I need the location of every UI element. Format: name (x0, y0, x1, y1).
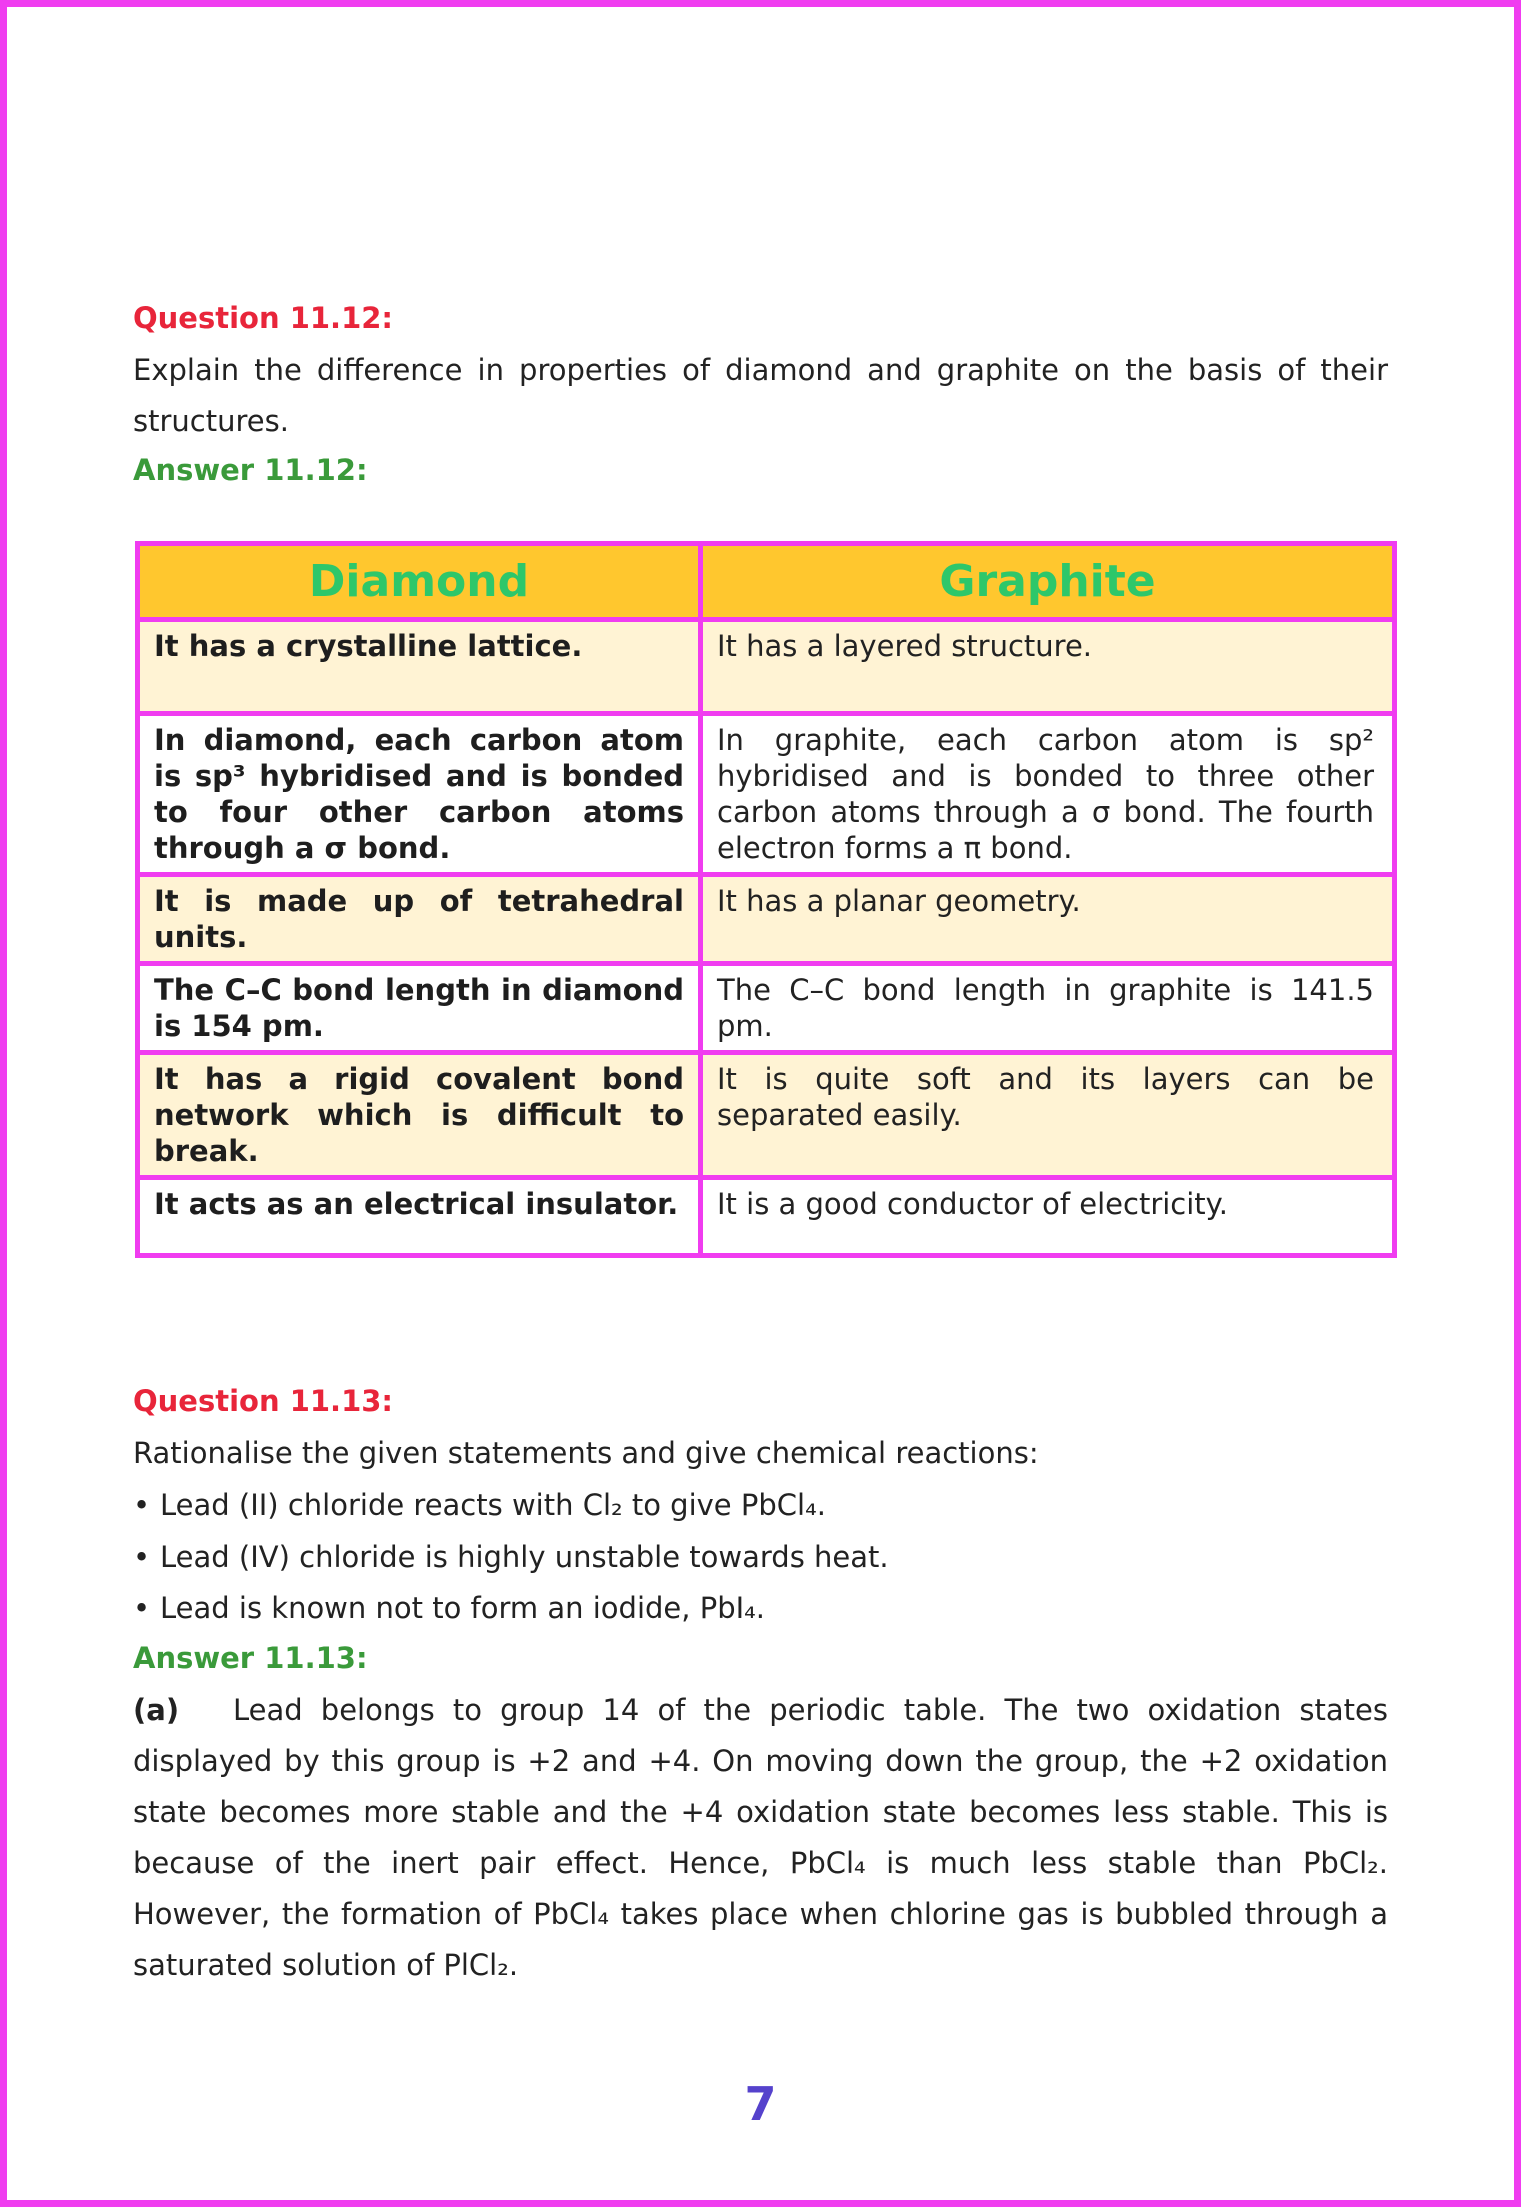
table-row (138, 964, 1395, 1053)
answer-11-13-text (133, 1685, 1388, 1991)
question-11-12-text: Explain the difference in properties of diamond and graphite on the basis of their structures. (133, 353, 1388, 438)
answer-11-13-title: Answer 11.13: (133, 1641, 368, 1675)
question-11-13-text: Rationalise the given statements and give chemical reactions: (133, 1436, 1039, 1470)
page-number: 7 (744, 2077, 777, 2131)
answer-part-label: (a) (133, 1693, 180, 1727)
diamond-cell: In diamond, each carbon atom is sp³ hybridised and is bonded to four other carbon atoms through a σ bond. (138, 714, 701, 875)
graphite-cell: It has a layered structure. (701, 620, 1395, 714)
graphite-cell: It has a planar geometry. (701, 875, 1395, 964)
table-row (138, 620, 1395, 714)
list-item (133, 1540, 1388, 1574)
diamond-cell: The C–C bond length in diamond is 154 pm. (138, 964, 701, 1053)
graphite-cell: The C–C bond length in graphite is 141.5 pm. (701, 964, 1395, 1053)
graphite-cell: It is quite soft and its layers can be separated easily. (701, 1053, 1395, 1178)
answer-11-12-title: Answer 11.12: (133, 453, 368, 487)
graphite-cell: It is a good conductor of electricity. (701, 1178, 1395, 1256)
table-row (138, 875, 1395, 964)
list-item (133, 1591, 1388, 1625)
diamond-cell: It has a crystalline lattice. (138, 620, 701, 714)
table-row (138, 1053, 1395, 1178)
header-diamond: Diamond (138, 544, 701, 620)
diamond-cell: It is made up of tetrahedral units. (138, 875, 701, 964)
table-row (138, 1178, 1395, 1256)
diamond-cell: It has a rigid covalent bond network which is difficult to break. (138, 1053, 701, 1178)
diamond-graphite-table (135, 541, 1397, 1258)
answer-part-text: Lead belongs to group 14 of the periodic table. The two oxidation states displayed by this group is +2 and +4. On moving down the group, the +2 oxidation state becomes more stable and the +4 oxidation state becomes less stable. This is because of the inert pair effect. Hence, PbCl₄ is much less stable than PbCl₂. However, the formation of PbCl₄ takes place when chlorine gas is bubbled through a saturated solution of PlCl₂. (133, 1693, 1388, 1982)
bullet-icon: • (133, 1591, 151, 1625)
bullet-icon: • (133, 1540, 151, 1574)
bullet-text: Lead (IV) chloride is highly unstable towards heat. (160, 1540, 889, 1574)
diamond-cell: It acts as an electrical insulator. (138, 1178, 701, 1256)
question-11-12-title: Question 11.12: (133, 301, 394, 335)
list-item (133, 1488, 1388, 1522)
bullet-text: Lead is known not to form an iodide, PbI₄. (160, 1591, 765, 1625)
question-11-13-title: Question 11.13: (133, 1384, 394, 1418)
graphite-cell: In graphite, each carbon atom is sp² hybridised and is bonded to three other carbon atoms through a σ bond. The fourth electron forms a π bond. (701, 714, 1395, 875)
bullet-icon: • (133, 1488, 151, 1522)
header-graphite: Graphite (701, 544, 1395, 620)
bullet-text: Lead (II) chloride reacts with Cl₂ to give PbCl₄. (160, 1488, 826, 1522)
table-row (138, 714, 1395, 875)
